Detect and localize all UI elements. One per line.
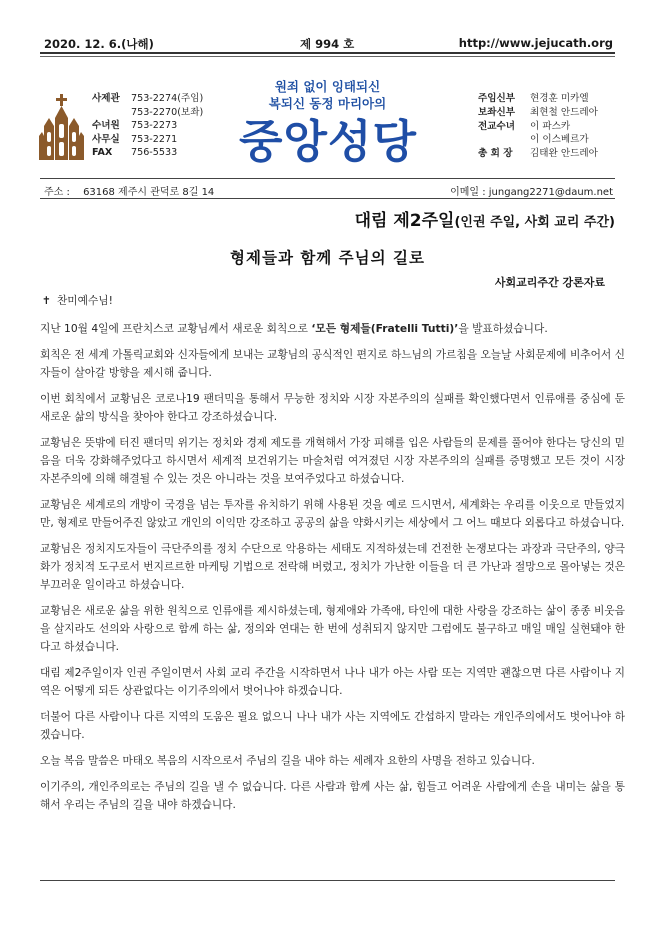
article-paragraph [40,320,625,338]
sunday-heading [355,206,615,231]
contact-value: 753-2271 [131,133,178,145]
article-paragraph: 교황님은 세계로의 개방이 국경을 넘는 투자를 유치하기 위해 사용된 것을 예로 드시면서, 세계화는 우리를 이웃으로 만들었지만, 형제로 만들어주진 않았고 개인의 이익만 강조하고 공공의 삶을 약화시키는 세상에서 그 어느 때보다 외롭다고 하셨습니다. [40,498,625,529]
contact-row [92,146,203,160]
paragraph-text: 지난 10월 4일에 프란치스코 교황님께서 새로운 회칙으로 [40,322,312,335]
contact-value: 753-2273 [131,120,178,132]
address-label: 주소 : [44,187,70,198]
address-rule-bottom [40,198,615,199]
header-rule-thin [40,56,615,57]
masthead-subtitle-line2: 복되신 동정 마리아의 [268,96,387,111]
staff-role: 보좌신부 [478,106,516,118]
contact-row [92,133,203,147]
article-paragraph: 교황님은 뜻밖에 터진 팬더믹 위기는 정치와 경제 제도를 개혁해서 가장 피해를 입은 사람들의 문제를 풀어야 한다는 당신의 믿음을 더욱 강화해주었다고 하시면서 세계적 보건위기는 마술처럼 여겨졌던 시장 자본주의의 실패를 증명했고 모든 것이 시장 자본주의에 의해 해결될 수 있는 것은 아니라는 것을 보여주었다고 하셨습니다. [40,436,625,485]
masthead-title: 중앙성당 [239,115,417,168]
staff-role: 총 회 장 [478,148,513,160]
article-paragraph: 오늘 복음 말씀은 마태오 복음의 시작으로서 주님의 길을 내야 하는 세례자 요한의 사명을 전하고 있습니다. [40,754,535,767]
paragraph-text: 을 발표하셨습니다. [458,322,548,335]
staff-name: 이 이스베르가 [530,134,589,146]
header-rule [40,52,615,54]
staff-role: 주임신부 [478,93,516,104]
website-link[interactable]: http://www.jejucath.org [458,36,613,50]
article-paragraph: 회칙은 전 세계 가톨릭교회와 신자들에게 보내는 교황님의 공식적인 편지로 하느님의 가르침을 오늘날 사회문제에 비추어서 신자들이 살아갈 방향을 제시해 줍니다. [40,348,625,379]
contact-label: 수녀원 [92,120,120,132]
sunday-title: 대림 제2주일 [354,211,455,231]
contact-label: 사무실 [92,133,120,145]
contact-row [92,119,203,133]
issue-date: 2020. 12. 6.(나해) [44,37,154,51]
article-paragraph: 교황님은 새로운 삶을 위한 원칙으로 인류애를 제시하셨는데, 형제애와 가족애, 타인에 대한 사랑을 강조하는 삶이 종종 비웃음을 살지라도 선의와 사랑으로 함께 하는 삶, 정의와 연대는 한 번에 성취되지 않지만 그럼에도 불구하고 매일 매일 실현돼야 한다고 하셨습니다. [40,604,625,653]
encyclical-title: ‘모든 형제들(Fratelli Tutti)’ [311,322,459,335]
staff-row [478,120,598,134]
article-paragraph: 더불어 다른 사람이나 다른 지역의 도움은 필요 없으니 나나 내가 사는 지역에도 간섭하지 말라는 개인주의에서도 벗어나야 하겠습니다. [40,710,625,741]
staff-row [478,106,598,120]
staff-row [478,147,598,161]
contact-label: FAX [92,147,113,159]
staff-name: 현경훈 미카엘 [530,93,589,104]
contact-value: 756-5533 [131,147,178,159]
greeting [40,292,625,310]
address-rule-top [40,178,615,179]
staff-role: 전교수녀 [478,120,516,132]
contact-value: 753-2270(보좌) [131,106,204,118]
staff-name: 최현철 안드레아 [530,106,598,118]
cross-icon: ✝ [42,294,51,307]
article-title: 형제들과 함께 주님의 길로 [230,248,425,267]
address [44,183,214,198]
staff-role [478,133,530,147]
masthead-subtitle-line1: 원죄 없이 잉태되신 [274,79,381,94]
staff-name: 이 파스카 [530,120,571,132]
article-paragraph: 대림 제2주일이자 인권 주일이면서 사회 교리 주간을 시작하면서 나나 내가 아는 사람 또는 지역만 괜찮으면 다른 사람이나 지역은 어떻게 되든 상관없다는 이기주의에서 벗어나야 하겠습니다. [40,666,625,697]
staff-list [478,92,598,161]
staff-row [478,133,598,147]
footer-rule [40,880,615,881]
article-paragraph: 교황님은 정치지도자들이 극단주의를 정치 수단으로 악용하는 세태도 지적하셨는데 건전한 논쟁보다는 과장과 극단주의, 양극화가 정치적 도구로서 번지르르한 마케팅 기법으로 전락해 버렸고, 정치가 가난한 이들을 더 큰 가난과 절망으로 몰아넣는 것은 부끄러운 일이라고 하셨습니다. [40,542,625,591]
staff-row [478,92,598,106]
sunday-subtitle: (인권 주일, 사회 교리 주간) [454,215,615,230]
article-body [40,292,625,822]
contact-value: 753-2274(주임) [131,93,204,104]
article-paragraph: 이기주의, 개인주의로는 주님의 길을 낼 수 없습니다. 다른 사람과 함께 사는 삶, 힘들고 어려운 사람에게 손을 내미는 삶을 통해서 우리는 주님의 길을 내야 하겠습니다. [40,780,625,811]
issue-number: 제 994 호 [300,37,355,51]
staff-name: 김태완 안드레아 [530,148,598,160]
article-source: 사회교리주간 강론자료 [494,276,605,289]
contact-label: 사제관 [92,93,120,104]
email [450,183,613,198]
email-label: 이메일 : [450,187,486,198]
address-value: 63168 제주시 관덕로 8길 14 [83,187,215,198]
email-value[interactable]: jungang2271@daum.net [488,187,613,198]
article-paragraph: 이번 회칙에서 교황님은 코로나19 팬더믹을 통해서 무능한 정치와 시장 자본주의의 실패를 확인했다면서 인류애를 중심에 둔 새로운 삶의 방식을 찾아야 한다고 강조하셨습니다. [40,392,625,423]
greeting-text: 찬미예수님! [56,294,113,307]
